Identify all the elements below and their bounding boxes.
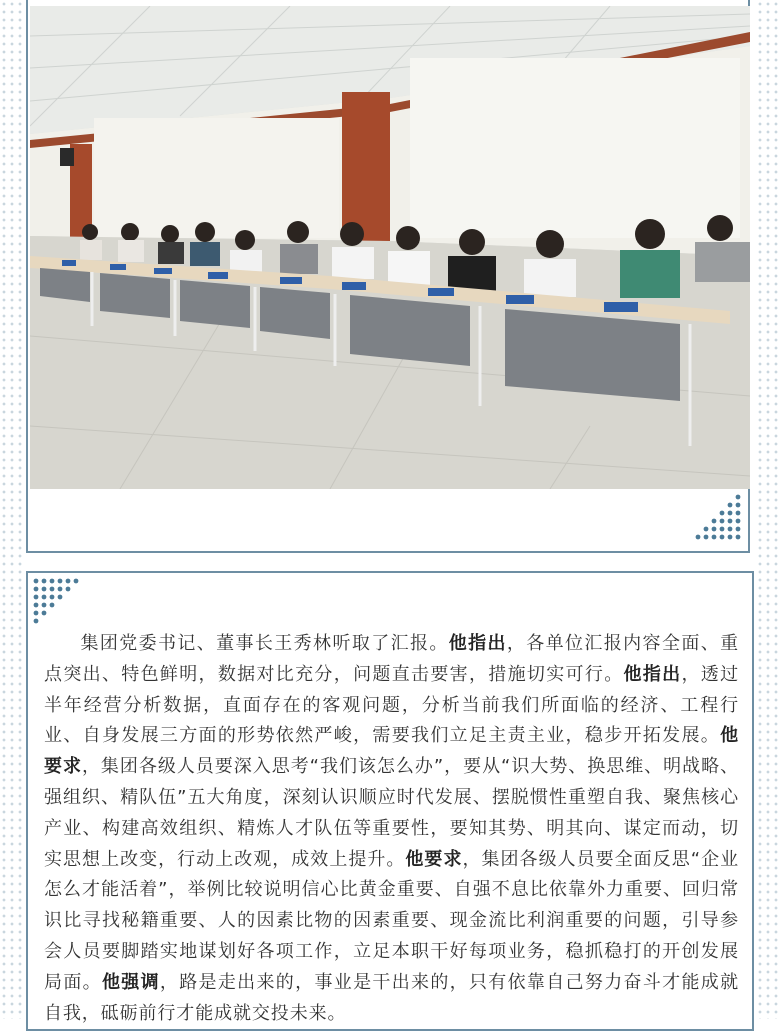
text-segment: 集团党委书记、董事长王秀林听取了汇报。	[80, 633, 449, 654]
wall-panel	[410, 58, 740, 238]
wall-panel	[94, 118, 339, 238]
meeting-room-illustration	[30, 6, 750, 489]
right-dot-border	[756, 0, 778, 1019]
emphasis-text: 他强调	[101, 971, 160, 993]
meeting-photo	[30, 6, 750, 489]
emphasis-text: 他指出	[448, 633, 507, 654]
emphasis-text: 他要求	[44, 725, 739, 778]
emphasis-text: 他要求	[405, 848, 463, 870]
text-segment: ，透过半年经营分析数据，直面存在的客观问题，分析当前我们所面临的经济、工程行业、自身发展三方面的形势依然严峻，需要我们立足主责主业，稳步开拓发展。	[44, 663, 740, 747]
photo-card	[26, 0, 750, 553]
article-paragraph	[44, 629, 739, 1029]
text-segment: ，集团各级人员要深入思考“我们该怎么办”，要从“识大势、换思维、明战略、强组织、精队伍”五大角度，深刻认识顺应时代发展、摆脱惯性重塑自我、聚焦核心产业、构建高效组织、精炼人才队伍等重要性，要知其势、明其向、谋定而动，切实思想上改变，行动上改观，成效上提升。	[44, 756, 739, 870]
text-segment: ，各单位汇报内容全面、重点突出、特色鲜明，数据对比充分，问题直击要害，措施切实可行。	[44, 633, 739, 685]
emphasis-text: 他指出	[623, 663, 682, 685]
corner-dot-decoration	[684, 491, 744, 547]
text-segment: ，集团各级人员要全面反思“企业怎么才能活着”，举例比较说明信心比黄金重要、自强不息比依靠外力重要、回归常识比寻找秘籍重要、人的因素比物的因素重要、现金流比利润重要的问题，引导参会人员要脚踏实地谋划好各项工作，立足本职干好每项业务，稳抓稳打的开创发展局面。	[44, 848, 740, 993]
speaker	[60, 148, 74, 166]
corner-dot-decoration	[30, 575, 100, 635]
left-dot-border	[0, 0, 22, 1019]
article-card	[26, 571, 754, 1031]
text-segment: ，路是走出来的，事业是干出来的，只有依靠自己努力奋斗才能成就自我，砥砺前行才能成就交投未来。	[44, 971, 739, 1024]
